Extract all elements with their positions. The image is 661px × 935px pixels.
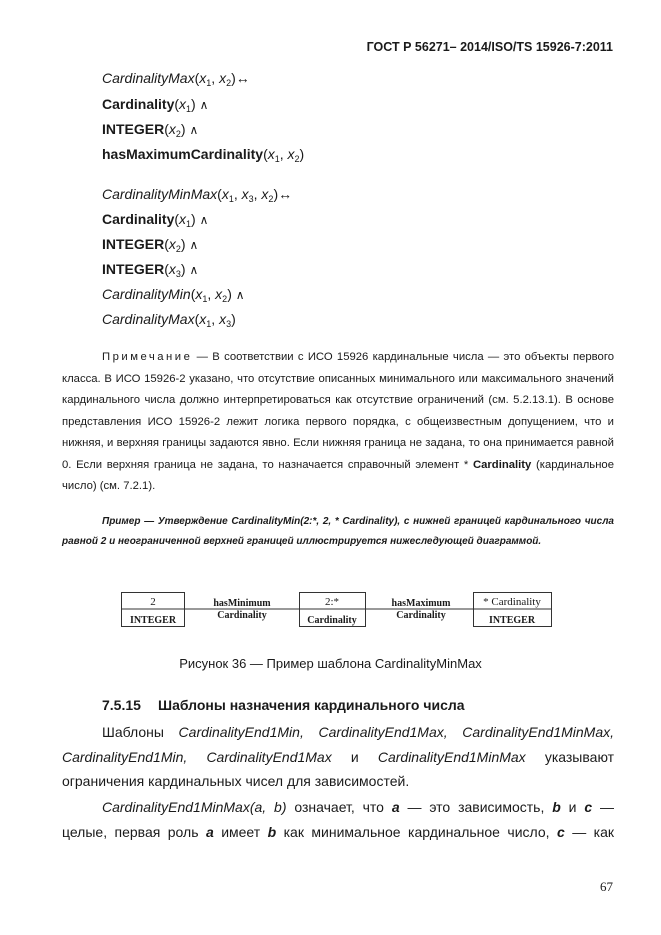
figure-caption: Рисунок 36 — Пример шаблона CardinalityMinMax	[179, 656, 482, 671]
section-heading	[102, 697, 465, 713]
note-bold-term: Cardinality	[472, 458, 532, 471]
definition-cardinalityminmax: $CardinalityMinMax(x_1$, $x_3$, $x_2)\leftrightarrow$	[102, 186, 293, 204]
box1-bottom-label: INTEGER	[129, 615, 177, 626]
running-header: ГОСТ Р 56271– 2014/ISO/TS 15926-7:2011	[366, 40, 613, 54]
box2-bottom-label: Cardinality	[307, 615, 357, 626]
note-heading: Примечание	[102, 351, 193, 363]
definition-line: $Cardinality(x_1)$ ∧	[102, 211, 209, 229]
template-name: CardinalityMax	[102, 70, 195, 86]
template-name: CardinalityMinMax	[102, 186, 218, 202]
body-paragraph-2: CardinalityEnd1MinMax(a, b) означает, что a — это зависимость, b и c — целые, первая роль a имеет b как минимальное кардинальное число, c — как	[62, 799, 615, 840]
definition-line: $INTEGER(x_2)$ ∧	[102, 121, 199, 139]
definition-line: $INTEGER(x_3)$ ∧	[102, 261, 199, 279]
box3-top-label: * Cardinality	[483, 596, 541, 608]
body-paragraph-1: Шаблоны CardinalityEnd1Min, CardinalityEnd1Max, CardinalityEnd1MinMax, CardinalityEnd1Min, CardinalityEnd1Max и CardinalityEnd1MinMax указывают ограничения кардинальных чисел для зависимостей.	[62, 724, 615, 789]
box2-top-label: 2:*	[324, 596, 340, 608]
cardinality-diagram	[121, 592, 553, 632]
definition-cardinalitymax: $CardinalityMax(x_1$, $x_2)\leftrightarrow$	[102, 70, 250, 88]
box3-bottom-label: INTEGER	[488, 615, 536, 626]
definition-line: $CardinalityMax(x_1$, $x_3$)	[102, 311, 236, 329]
section-title: Шаблоны назначения кардинального числа	[158, 697, 465, 713]
relation1-label: hasMinimum	[213, 598, 271, 609]
relation2-sublabel: Cardinality	[396, 610, 446, 621]
relation2-label: hasMaximum	[391, 598, 451, 609]
definition-line: $INTEGER(x_2)$ ∧	[102, 236, 199, 254]
definition-line: $hasMaximumCardinality(x_1$, $x_2$)	[102, 146, 305, 164]
page-number: 67	[600, 879, 613, 894]
example-paragraph: Пример — Утверждение CardinalityMin(2:*, 2, * Cardinality), с нижней границей кардинального числа равной 2 и неограниченной верхней границей иллюстрируется нижеследующей диаграммой.	[62, 516, 614, 547]
iff-symbol: ↔	[235, 70, 250, 86]
definition-line: $Cardinality(x_1)$ ∧	[102, 96, 209, 114]
box1-top-label: 2	[150, 596, 156, 608]
relation1-sublabel: Cardinality	[217, 610, 267, 621]
section-number: 7.5.15	[102, 697, 141, 713]
definition-line: $CardinalityMin(x_1$, $x_2$) ∧	[102, 286, 245, 304]
note-paragraph: Примечание — В соответствии с ИСО 15926 кардинальные числа — это объекты первого класса. В ИСО 15926-2 указано, что отсутствие описанных минимального или максимального значений кардинального числа должно интерпретироваться как отсутствие ограничений (см. 5.2.13.1). В основе представления ИСО 15926-2 лежит логика первого порядка, с общеизвестным допущением, что и нижняя, и верхняя границы задаются явно. Если нижняя граница не задана, то она принимается равной 0. Если верхняя граница не задана, то назначается справочный элемент * Cardinality (кардинальное число) (см. 7.2.1).	[62, 351, 614, 492]
